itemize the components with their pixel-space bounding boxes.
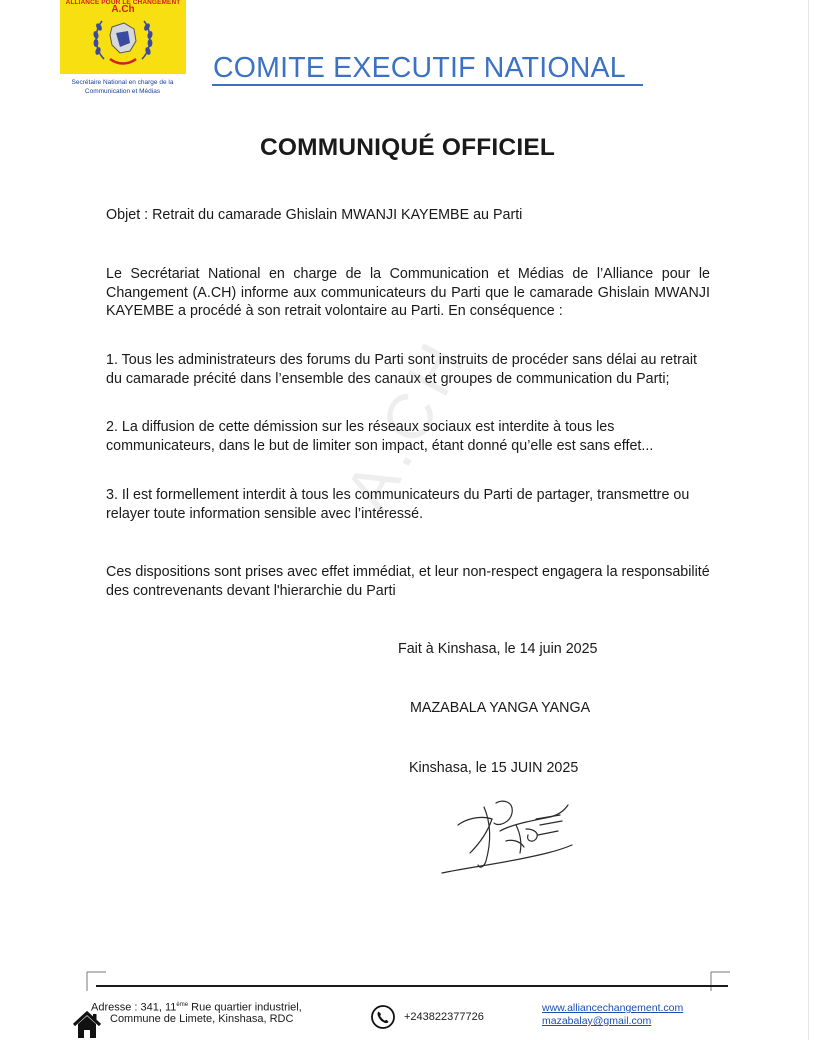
laurel-map-emblem-icon <box>90 13 156 73</box>
committee-underline <box>212 84 643 86</box>
website-link[interactable]: www.alliancechangement.com <box>542 1002 684 1014</box>
phone-number: +243822377726 <box>404 1011 484 1023</box>
subject-line: Objet : Retrait du camarade Ghislain MWANJI KAYEMBE au Parti <box>106 207 523 223</box>
address-line-2: Commune de Limete, Kinshasa, RDC <box>110 1013 294 1025</box>
footer-divider <box>96 985 728 987</box>
place-date: Fait à Kinshasa, le 14 juin 2025 <box>398 641 598 657</box>
committee-heading: COMITE EXECUTIF NATIONAL <box>213 52 626 84</box>
watermark: A.CH <box>330 325 482 523</box>
document-title: COMMUNIQUÉ OFFICIEL <box>259 134 556 161</box>
corner-mark <box>86 971 108 993</box>
closing-paragraph: Ces dispositions sont prises avec effet immédiat, et leur non-respect engagera la responsabilité des contrevenants devant l'hierarchie du Parti <box>106 564 710 599</box>
address-line-1: Adresse : 341, 11ème Rue quartier industriel, <box>91 1001 302 1014</box>
corner-mark <box>710 971 732 993</box>
directive-item: 3. Il est formellement interdit à tous les communicateurs du Parti de partager, transmettre ou relayer toute information sensible avec l’intéressé. <box>106 487 690 522</box>
logo-acronym: A.Ch <box>111 4 135 15</box>
phone-icon <box>370 1004 396 1030</box>
directive-item: 2. La diffusion de cette démission sur les réseaux sociaux est interdite à tous les communicateurs, dans le but de limiter son impact, étant donné qu’elle est sans effet... <box>106 419 654 454</box>
intro-paragraph: Le Secrétariat National en charge de la Communication et Médias de l’Alliance pour le Changement (A.CH) informe aux communicateurs du Parti que le camarade Ghislain MWANJI KAYEMBE a procédé à son retrait volontaire au Parti. En conséquence : <box>106 266 710 319</box>
signature-date: Kinshasa, le 15 JUIN 2025 <box>409 760 579 776</box>
signatory-name: MAZABALA YANGA YANGA <box>410 700 591 716</box>
party-logo <box>60 0 186 74</box>
logo-party-name: ALLIANCE POUR LE CHANGEMENT <box>65 0 181 6</box>
directive-item: 1. Tous les administrateurs des forums du Parti sont instruits de procéder sans délai au retrait du camarade précité dans l’ensemble des canaux et groupes de communication du Parti; <box>106 352 697 387</box>
email-link[interactable]: mazabalay@gmail.com <box>542 1015 652 1027</box>
handwritten-signature <box>440 795 580 877</box>
logo-caption: Secrétaire National en charge de la Communication et Médias <box>71 79 174 95</box>
